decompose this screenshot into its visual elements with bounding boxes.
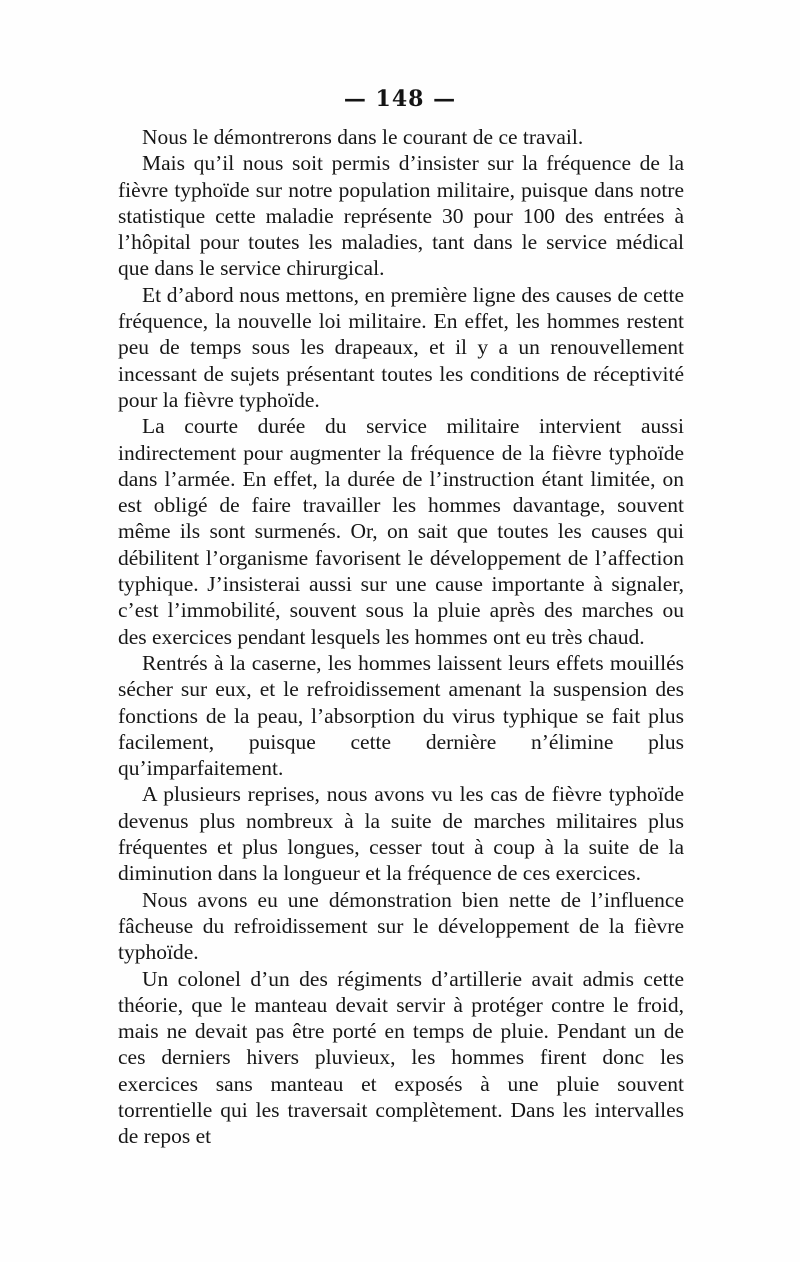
- paragraph: Nous avons eu une démonstration bien nette de l’influence fâcheuse du refroidissement sur le développement de la fièvre typhoïde.: [118, 887, 684, 965]
- body-text: [118, 124, 684, 1150]
- paragraph: La courte durée du service militaire intervient aussi indirectement pour augmenter la fréquence de la fièvre typhoïde dans l’armée. En effet, la durée de l’instruction étant limitée, on est obligé de faire travailler les hommes davantage, souvent même ils sont surmenés. Or, on sait que toutes les causes qui débilitent l’organisme favorisent le développement de l’affection typhique. J’insisterai aussi sur une cause importante à signaler, c’est l’immobilité, souvent sous la pluie après des marches ou des exercices pendant lesquels les hommes ont eu très chaud.: [118, 414, 684, 649]
- paragraph: A plusieurs reprises, nous avons vu les cas de fièvre typhoïde devenus plus nombreux à la suite de marches militaires plus fréquentes et plus longues, cesser tout à coup à la suite de la diminution dans la longueur et la fréquence de ces exercices.: [118, 782, 684, 886]
- paragraph: Nous le démontrerons dans le courant de ce travail.: [142, 125, 584, 149]
- paragraph: Un colonel d’un des régiments d’artillerie avait admis cette théorie, que le manteau devait servir à protéger contre le froid, mais ne devait pas être porté en temps de pluie. Pendant un de ces derniers hivers pluvieux, les hommes firent donc les exercices sans manteau et exposés à une pluie souvent torrentielle qui les traversait complètement. Dans les intervalles de repos et: [118, 966, 684, 1149]
- paragraph: Rentrés à la caserne, les hommes laissent leurs effets mouillés sécher sur eux, et le refroidissement amenant la suspension des fonctions de la peau, l’absorption du virus typhique se fait plus facilement, puisque cette dernière n’élimine plus qu’imparfaitement.: [118, 650, 684, 781]
- paragraph: Mais qu’il nous soit permis d’insister sur la fréquence de la fièvre typhoïde sur notre population militaire, puisque dans notre statistique cette maladie représente 30 pour 100 des entrées à l’hôpital pour toutes les maladies, tant dans le service médical que dans le service chirurgical.: [118, 151, 684, 281]
- page-number: — 148 —: [343, 86, 457, 112]
- paragraph: Et d’abord nous mettons, en première ligne des causes de cette fréquence, la nouvelle loi militaire. En effet, les hommes restent peu de temps sous les drapeaux, et il y a un renouvellement incessant de sujets présentant toutes les conditions de réceptivité pour la fièvre typhoïde.: [118, 282, 684, 412]
